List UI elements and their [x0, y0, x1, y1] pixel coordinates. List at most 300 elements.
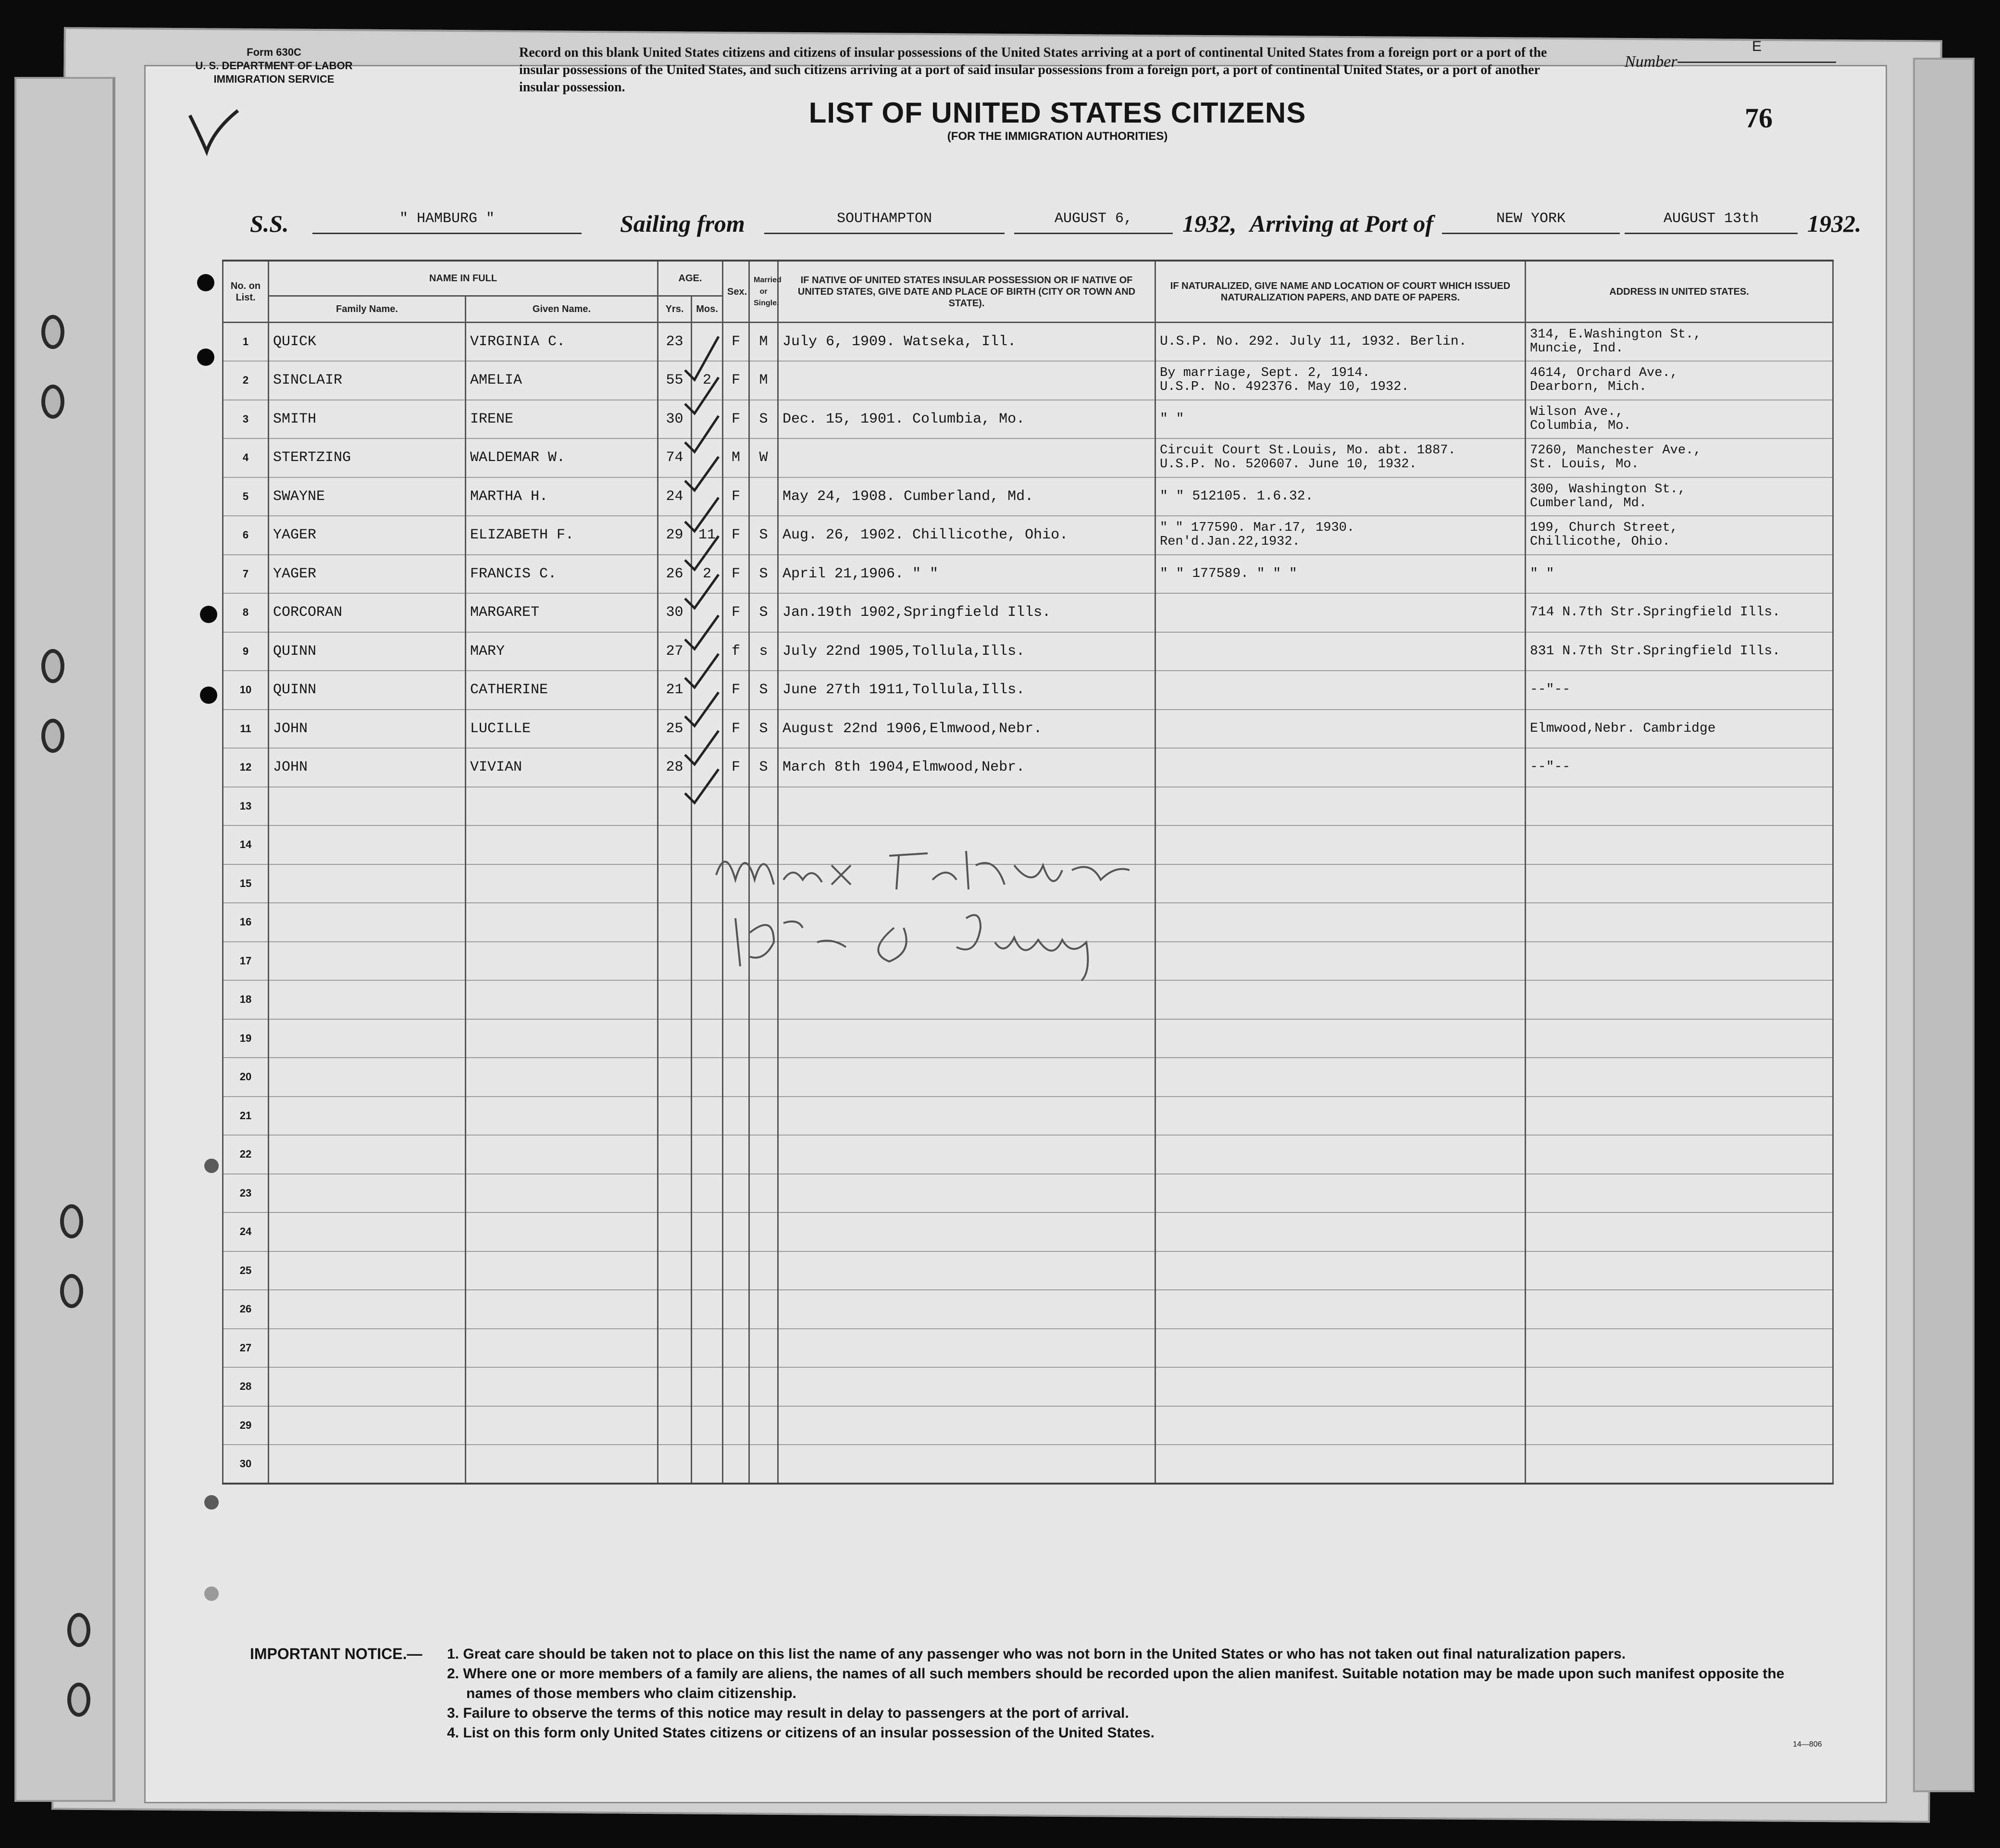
- marital-status: S: [749, 516, 778, 555]
- address-line2: Columbia, Mo.: [1530, 418, 1631, 433]
- punch-dot: [204, 1586, 219, 1601]
- age-months: [692, 1174, 723, 1213]
- age-months: [692, 1445, 723, 1484]
- row-number: 2: [223, 361, 269, 400]
- marital-status: S: [749, 555, 778, 594]
- naturalization: [1155, 1058, 1526, 1097]
- age-years: [658, 1019, 692, 1058]
- naturalization-line1: Circuit Court St.Louis, Mo. abt. 1887.: [1160, 443, 1456, 458]
- address: --"--: [1526, 748, 1833, 787]
- notice-item: 4. List on this form only United States citizens or citizens of an insular possession of the United States.: [447, 1725, 1155, 1741]
- address: Elmwood,Nebr. Cambridge: [1526, 710, 1833, 749]
- family-name: YAGER: [269, 516, 466, 555]
- given-name: [466, 1367, 658, 1406]
- table-row: [223, 1406, 1833, 1445]
- naturalization: [1155, 1097, 1526, 1136]
- punch-dot: [197, 274, 214, 291]
- birth-place-date: Aug. 26, 1902. Chillicothe, Ohio.: [778, 516, 1155, 555]
- naturalization: [1155, 438, 1526, 477]
- col-mos: Mos.: [692, 296, 723, 323]
- address-line1: Wilson Ave.,: [1530, 404, 1624, 419]
- naturalization: " ": [1155, 400, 1526, 439]
- row-number: 12: [223, 748, 269, 787]
- birth-place-date: [778, 438, 1155, 477]
- given-name: WALDEMAR W.: [466, 438, 658, 477]
- sex: F: [723, 593, 749, 632]
- table-row: [223, 1329, 1833, 1368]
- given-name: [466, 1212, 658, 1251]
- address: [1526, 1135, 1833, 1174]
- row-number: 24: [223, 1212, 269, 1251]
- given-name: AMELIA: [466, 361, 658, 400]
- port-of-arrival: NEW YORK: [1442, 211, 1620, 234]
- family-name: SWAYNE: [269, 477, 466, 516]
- row-number: 11: [223, 710, 269, 749]
- row-number: 3: [223, 400, 269, 439]
- sex: F: [723, 748, 749, 787]
- birth-place-date: [778, 1058, 1155, 1097]
- col-no: No. on List.: [223, 261, 269, 323]
- row-number: 30: [223, 1445, 269, 1484]
- form-identifier: [187, 46, 360, 86]
- given-name: [466, 864, 658, 903]
- family-name: YAGER: [269, 555, 466, 594]
- naturalization: [1155, 1406, 1526, 1445]
- age-months: [692, 1367, 723, 1406]
- naturalization: [1155, 1445, 1526, 1484]
- age-years: [658, 1251, 692, 1290]
- address: [1526, 787, 1833, 826]
- row-number: 1: [223, 323, 269, 362]
- given-name: [466, 1251, 658, 1290]
- sailing-from-label: Sailing from: [620, 210, 745, 237]
- family-name: [269, 942, 466, 981]
- sex: M: [723, 438, 749, 477]
- number-value: E: [1677, 38, 1836, 63]
- sex: F: [723, 710, 749, 749]
- naturalization: [1155, 1212, 1526, 1251]
- age-years: [658, 1212, 692, 1251]
- age-years: 21: [658, 671, 692, 710]
- family-name: [269, 1097, 466, 1136]
- service-name: IMMIGRATION SERVICE: [213, 73, 335, 85]
- marital-status: [749, 1367, 778, 1406]
- row-number: 25: [223, 1251, 269, 1290]
- given-name: [466, 1174, 658, 1213]
- age-months: [692, 1290, 723, 1329]
- naturalization: [1155, 1367, 1526, 1406]
- age-months: [692, 1135, 723, 1174]
- address: [1526, 516, 1833, 555]
- binder-hole: [67, 1683, 90, 1717]
- departure-year: 1932,: [1182, 210, 1237, 237]
- marital-status: [749, 477, 778, 516]
- table-row: [223, 632, 1833, 671]
- marital-status: [749, 1097, 778, 1136]
- naturalization: " " 512105. 1.6.32.: [1155, 477, 1526, 516]
- row-number: 19: [223, 1019, 269, 1058]
- given-name: [466, 903, 658, 942]
- birth-place-date: [778, 1019, 1155, 1058]
- binder-hole: [60, 1204, 83, 1238]
- age-years: 28: [658, 748, 692, 787]
- family-name: QUINN: [269, 671, 466, 710]
- marital-status: M: [749, 361, 778, 400]
- age-years: [658, 903, 692, 942]
- table-row: [223, 361, 1833, 400]
- given-name: [466, 787, 658, 826]
- table-row: [223, 477, 1833, 516]
- row-number: 6: [223, 516, 269, 555]
- sex: [723, 1097, 749, 1136]
- marital-status: s: [749, 632, 778, 671]
- family-name: [269, 1058, 466, 1097]
- row-number: 20: [223, 1058, 269, 1097]
- address: [1526, 1019, 1833, 1058]
- binding-strip: [14, 77, 115, 1802]
- row-number: 16: [223, 903, 269, 942]
- family-name: [269, 980, 466, 1019]
- sex: [723, 980, 749, 1019]
- age-years: 25: [658, 710, 692, 749]
- birth-place-date: [778, 1290, 1155, 1329]
- notice-list: [447, 1644, 1831, 1743]
- table-row: [223, 1019, 1833, 1058]
- row-number: 8: [223, 593, 269, 632]
- given-name: IRENE: [466, 400, 658, 439]
- age-months: 2: [692, 361, 723, 400]
- tick-marks: [683, 332, 740, 812]
- family-name: [269, 864, 466, 903]
- sex: [723, 1329, 749, 1368]
- address: [1526, 1445, 1833, 1484]
- naturalization: U.S.P. No. 292. July 11, 1932. Berlin.: [1155, 323, 1526, 362]
- birth-place-date: [778, 980, 1155, 1019]
- age-years: [658, 1097, 692, 1136]
- age-years: [658, 1406, 692, 1445]
- birth-place-date: July 6, 1909. Watseka, Ill.: [778, 323, 1155, 362]
- address-line1: 314, E.Washington St.,: [1530, 327, 1702, 342]
- age-months: [692, 1251, 723, 1290]
- given-name: [466, 1135, 658, 1174]
- naturalization: [1155, 593, 1526, 632]
- given-name: VIVIAN: [466, 748, 658, 787]
- row-number: 14: [223, 825, 269, 864]
- col-age: AGE.: [658, 261, 723, 296]
- age-years: 24: [658, 477, 692, 516]
- address-line2: St. Louis, Mo.: [1530, 457, 1639, 472]
- sex: F: [723, 361, 749, 400]
- age-years: [658, 825, 692, 864]
- binder-hole: [41, 649, 64, 683]
- address: [1526, 1290, 1833, 1329]
- naturalization: [1155, 903, 1526, 942]
- form-code: 14—806: [1793, 1740, 1822, 1748]
- table-row: [223, 400, 1833, 439]
- naturalization: [1155, 787, 1526, 826]
- col-native-birth: IF NATIVE OF UNITED STATES INSULAR POSSESSION OR IF NATIVE OF UNITED STATES, GIVE DATE AND PLACE OF BIRTH (CITY OR TOWN AND STATE).: [778, 261, 1155, 323]
- given-name: [466, 1058, 658, 1097]
- address: [1526, 1058, 1833, 1097]
- arriving-label: Arriving at Port of: [1250, 210, 1433, 237]
- marital-status: S: [749, 710, 778, 749]
- age-months: [692, 1019, 723, 1058]
- row-number: 9: [223, 632, 269, 671]
- address: 714 N.7th Str.Springfield Ills.: [1526, 593, 1833, 632]
- birth-place-date: [778, 1212, 1155, 1251]
- birth-place-date: April 21,1906. " ": [778, 555, 1155, 594]
- family-name: [269, 1019, 466, 1058]
- sex: [723, 1445, 749, 1484]
- row-number: 21: [223, 1097, 269, 1136]
- col-name-in-full: NAME IN FULL: [269, 261, 658, 296]
- table-row: [223, 1097, 1833, 1136]
- binder-hole: [41, 719, 64, 753]
- marital-status: S: [749, 400, 778, 439]
- birth-place-date: June 27th 1911,Tollula,Ills.: [778, 671, 1155, 710]
- row-number: 15: [223, 864, 269, 903]
- punch-dot: [204, 1495, 219, 1510]
- birth-place-date: [778, 1251, 1155, 1290]
- naturalization: [1155, 1174, 1526, 1213]
- age-years: [658, 1135, 692, 1174]
- table-row: [223, 593, 1833, 632]
- notice-item: 1. Great care should be taken not to place on this list the name of any passenger who was not born in the United States or who has not taken out final naturalization papers.: [447, 1646, 1626, 1662]
- birth-place-date: [778, 1097, 1155, 1136]
- naturalization-line1: By marriage, Sept. 2, 1914.: [1160, 366, 1370, 381]
- marital-status: M: [749, 323, 778, 362]
- family-name: [269, 1329, 466, 1368]
- address-line2: Chillicothe, Ohio.: [1530, 535, 1670, 549]
- age-years: [658, 942, 692, 981]
- given-name: [466, 1097, 658, 1136]
- family-name: SINCLAIR: [269, 361, 466, 400]
- row-number: 13: [223, 787, 269, 826]
- birth-place-date: [778, 1367, 1155, 1406]
- notice-item: 2. Where one or more members of a family are aliens, the names of all such members should be recorded upon the alien manifest. Suitable notation may be made upon such manifest opposite the names of those members who claim citizenship.: [447, 1666, 1785, 1701]
- address: [1526, 361, 1833, 400]
- given-name: CATHERINE: [466, 671, 658, 710]
- address-line1: 199, Church Street,: [1530, 521, 1678, 536]
- naturalization: [1155, 361, 1526, 400]
- address-line1: 7260, Manchester Ave.,: [1530, 443, 1702, 458]
- address: [1526, 438, 1833, 477]
- address: " ": [1526, 555, 1833, 594]
- sex: f: [723, 632, 749, 671]
- naturalization: [1155, 632, 1526, 671]
- family-name: [269, 787, 466, 826]
- sex: [723, 1058, 749, 1097]
- given-name: FRANCIS C.: [466, 555, 658, 594]
- sex: F: [723, 516, 749, 555]
- row-number: 22: [223, 1135, 269, 1174]
- naturalization-line2: U.S.P. No. 520607. June 10, 1932.: [1160, 457, 1417, 472]
- table-row: [223, 1174, 1833, 1213]
- ship-name: " HAMBURG ": [312, 211, 582, 234]
- family-name: [269, 903, 466, 942]
- naturalization: [1155, 1329, 1526, 1368]
- address-line2: Muncie, Ind.: [1530, 341, 1624, 356]
- punch-dot: [200, 606, 217, 623]
- address: [1526, 1097, 1833, 1136]
- birth-place-date: [778, 361, 1155, 400]
- marital-status: W: [749, 438, 778, 477]
- given-name: ELIZABETH F.: [466, 516, 658, 555]
- marital-status: S: [749, 671, 778, 710]
- age-years: [658, 1367, 692, 1406]
- sex: [723, 1212, 749, 1251]
- naturalization: [1155, 1251, 1526, 1290]
- marital-status: [749, 1174, 778, 1213]
- row-number: 10: [223, 671, 269, 710]
- binder-hole: [67, 1613, 90, 1647]
- address-line2: Cumberland, Md.: [1530, 496, 1647, 511]
- punch-dot: [204, 1159, 219, 1173]
- family-name: JOHN: [269, 748, 466, 787]
- sex: F: [723, 555, 749, 594]
- marital-status: S: [749, 593, 778, 632]
- check-mark-icon: [185, 106, 243, 163]
- address: [1526, 400, 1833, 439]
- marital-status: S: [749, 748, 778, 787]
- address: 831 N.7th Str.Springfield Ills.: [1526, 632, 1833, 671]
- col-family-name: Family Name.: [269, 296, 466, 323]
- given-name: [466, 1445, 658, 1484]
- birth-place-date: [778, 1406, 1155, 1445]
- col-naturalized: IF NATURALIZED, GIVE NAME AND LOCATION OF COURT WHICH ISSUED NATURALIZATION PAPERS, AND DATE OF PAPERS.: [1155, 261, 1526, 323]
- naturalization-line1: " " 177590. Mar.17, 1930.: [1160, 521, 1355, 536]
- address: [1526, 825, 1833, 864]
- marital-status: [749, 1135, 778, 1174]
- family-name: QUICK: [269, 323, 466, 362]
- age-years: 30: [658, 593, 692, 632]
- binder-hole: [41, 385, 64, 419]
- address-line1: 300, Washington St.,: [1530, 482, 1686, 497]
- birth-place-date: Dec. 15, 1901. Columbia, Mo.: [778, 400, 1155, 439]
- table-row: [223, 1212, 1833, 1251]
- col-given-name: Given Name.: [466, 296, 658, 323]
- age-months: [692, 1329, 723, 1368]
- birth-place-date: [778, 1445, 1155, 1484]
- naturalization-line2: U.S.P. No. 492376. May 10, 1932.: [1160, 380, 1409, 395]
- given-name: [466, 1290, 658, 1329]
- table-row: [223, 438, 1833, 477]
- birth-place-date: [778, 1174, 1155, 1213]
- address: [1526, 980, 1833, 1019]
- table-row: [223, 1058, 1833, 1097]
- row-number: 26: [223, 1290, 269, 1329]
- marital-status: [749, 1212, 778, 1251]
- sex: F: [723, 477, 749, 516]
- address: [1526, 1367, 1833, 1406]
- naturalization: [1155, 980, 1526, 1019]
- birth-place-date: March 8th 1904,Elmwood,Nebr.: [778, 748, 1155, 787]
- birth-place-date: Jan.19th 1902,Springfield Ills.: [778, 593, 1155, 632]
- family-name: [269, 1212, 466, 1251]
- table-row: [223, 516, 1833, 555]
- notice-item: 3. Failure to observe the terms of this notice may result in delay to passengers at the port of arrival.: [447, 1705, 1129, 1721]
- naturalization: [1155, 1019, 1526, 1058]
- birth-place-date: August 22nd 1906,Elmwood,Nebr.: [778, 710, 1155, 749]
- ss-label: S.S.: [250, 210, 289, 237]
- page-title: LIST OF UNITED STATES CITIZENS: [808, 97, 1306, 129]
- age-years: [658, 1329, 692, 1368]
- address: [1526, 323, 1833, 362]
- naturalization: [1155, 748, 1526, 787]
- sex: [723, 1290, 749, 1329]
- table-row: [223, 323, 1833, 362]
- table-row: [223, 555, 1833, 594]
- address: [1526, 1329, 1833, 1368]
- age-years: [658, 1445, 692, 1484]
- address: [1526, 942, 1833, 981]
- naturalization: " " 177589. " " ": [1155, 555, 1526, 594]
- age-years: [658, 864, 692, 903]
- given-name: MARY: [466, 632, 658, 671]
- page-number: 76: [1745, 102, 1773, 134]
- notice-heading: IMPORTANT NOTICE.—: [250, 1645, 422, 1662]
- address: --"--: [1526, 671, 1833, 710]
- age-years: 27: [658, 632, 692, 671]
- sex: [723, 1174, 749, 1213]
- given-name: VIRGINIA C.: [466, 323, 658, 362]
- address: [1526, 864, 1833, 903]
- marital-status: [749, 1406, 778, 1445]
- row-number: 17: [223, 942, 269, 981]
- age-months: [692, 980, 723, 1019]
- naturalization: [1155, 864, 1526, 903]
- given-name: MARTHA H.: [466, 477, 658, 516]
- table-row: [223, 671, 1833, 710]
- marital-status: [749, 1329, 778, 1368]
- given-name: [466, 980, 658, 1019]
- age-years: 55: [658, 361, 692, 400]
- binder-hole: [41, 315, 64, 349]
- address: [1526, 477, 1833, 516]
- col-sex: Sex.: [723, 261, 749, 323]
- age-years: [658, 980, 692, 1019]
- family-name: CORCORAN: [269, 593, 466, 632]
- given-name: LUCILLE: [466, 710, 658, 749]
- birth-place-date: [778, 1135, 1155, 1174]
- family-name: [269, 1406, 466, 1445]
- marital-status: [749, 787, 778, 826]
- address: [1526, 1406, 1833, 1445]
- family-name: QUINN: [269, 632, 466, 671]
- marital-status: [749, 1251, 778, 1290]
- age-years: 23: [658, 323, 692, 362]
- port-of-departure: SOUTHAMPTON: [764, 211, 1005, 234]
- inspector-signature: [707, 837, 1158, 986]
- address-line1: 4614, Orchard Ave.,: [1530, 366, 1678, 381]
- marital-status: [749, 1058, 778, 1097]
- age-years: [658, 1058, 692, 1097]
- naturalization: [1155, 1135, 1526, 1174]
- arrival-year: 1932.: [1807, 210, 1862, 237]
- age-years: 74: [658, 438, 692, 477]
- sex: F: [723, 671, 749, 710]
- naturalization-line2: Ren'd.Jan.22,1932.: [1160, 535, 1300, 549]
- marital-status: [749, 1445, 778, 1484]
- family-name: [269, 1251, 466, 1290]
- given-name: [466, 1329, 658, 1368]
- row-number: 28: [223, 1367, 269, 1406]
- family-name: [269, 1445, 466, 1484]
- table-row: [223, 710, 1833, 749]
- table-row: [223, 980, 1833, 1019]
- naturalization: [1155, 1290, 1526, 1329]
- sex: F: [723, 323, 749, 362]
